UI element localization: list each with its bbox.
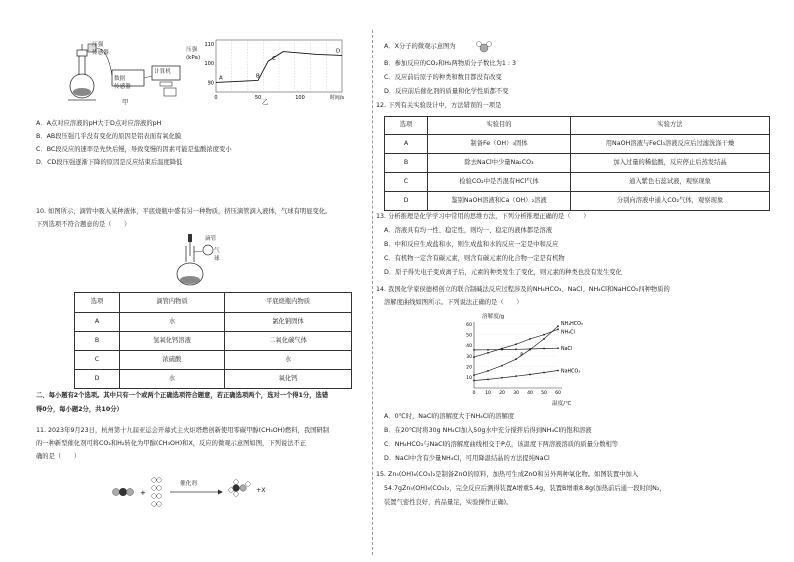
table-cell: 二氧化碳气体 — [225, 332, 352, 351]
table-cell: 氢氧化钙溶液 — [120, 332, 225, 351]
intersection-point-label: P — [520, 353, 524, 359]
header-cell: 实验方法 — [571, 117, 770, 135]
q11-molecule-figure — [110, 472, 350, 512]
table-cell: 氧化钙 — [225, 370, 352, 389]
q15-stem-line3: 装置气密性良好，药品量足，实验操作正确)。 — [384, 499, 513, 506]
q11-option-a: A．X分子的微观示意图为 — [384, 43, 456, 50]
table-cell: D — [75, 370, 120, 389]
q9-option-a: A．A点对应溶液的pH大于D点对应溶液的pH — [36, 120, 162, 127]
data-point — [529, 348, 531, 350]
y-tick-label: 90 — [207, 80, 214, 87]
table-header-row — [385, 117, 770, 135]
q11-stem-line3: 确的是（ ） — [36, 453, 81, 460]
series-label: NaHCO₃ — [561, 369, 581, 375]
data-point — [487, 349, 489, 351]
table-cell: 除去NaCl中少量Na₂CO₃ — [428, 154, 571, 173]
x-tick-label: 60 — [555, 391, 561, 396]
table-cell: 检验CO₂中是否混有HCl气体 — [428, 173, 571, 192]
x-tick-label: 50 — [541, 391, 547, 396]
q13-option-b: B．中和反应生成盐和水，则生成盐和水的反应一定是中和反应 — [384, 241, 559, 248]
header-cell: 实验目的 — [428, 117, 571, 135]
header-cell: 选项 — [75, 293, 120, 313]
data-point — [529, 374, 531, 376]
y-tick-label: 10 — [466, 376, 472, 382]
q11-option-b: B．参加反应的CO₂和H₂两物质分子数比为1 : 3 — [384, 60, 517, 67]
q15-stem-line2: 54.7gZn₅(OH)₆(CO₃)₂，完全反应后测得装置A增重5.4g，装置B增重8.8g(加热前后通一段时间N₂， — [384, 485, 666, 492]
q12-stem: 12. 下列有关实验设计中，方法错误的一项是 — [376, 102, 502, 109]
data-point — [501, 377, 503, 379]
methanol-molecule-icon — [229, 480, 251, 497]
header-cell: 选项 — [385, 117, 428, 135]
table-cell: B — [385, 154, 428, 173]
q14-stem-line2: 溶解度曲线如图所示。下列说法正确的是（ ） — [384, 299, 523, 306]
q10-stem-line1: 10. 如图所示，滴管中吸入某种液体，平底烧瓶中盛有另一种物质，挤压滴管滴入液体，气球有明显变化。 — [36, 208, 332, 215]
dropper-label: 滴管 — [205, 236, 217, 242]
series-line-1 — [474, 329, 558, 357]
y-tick-label: 110 — [204, 41, 214, 48]
data-point — [543, 348, 545, 350]
series-label: NH₄HCO₃ — [561, 322, 583, 328]
q13-option-c: C．有机物一定含有碳元素，则含有碳元素的化合物一定是有机物 — [384, 255, 565, 262]
computer-label: 计算机 — [154, 69, 171, 75]
series-line-0 — [474, 326, 558, 375]
data-point — [515, 343, 517, 345]
header-cell: 滴管内物质 — [120, 293, 225, 313]
data-point — [515, 358, 517, 360]
q14-option-b: B．在20℃时将30g NH₄Cl加入50g水中充分搅拌后得到NH₄Cl的饱和溶液 — [384, 427, 592, 434]
section-2-heading-line1: 二、每小题有2个选项。其中只有一个或两个正确选项符合题意，若正确选项两个，选对一个得1分，选错 — [36, 392, 329, 399]
x-tick-label: 100 — [295, 95, 305, 101]
x-tick-label: 10 — [485, 391, 491, 396]
table-row — [385, 135, 770, 154]
table-cell: 制备Fe（OH）₃固体 — [428, 135, 571, 154]
solubility-chart-xlabel: 温度/℃ — [552, 401, 572, 407]
x-tick-label: 30 — [513, 391, 519, 396]
data-point — [487, 352, 489, 354]
data-point — [501, 349, 503, 351]
q11-option-c: C．反应前后原子的种类和数目都没有改变 — [384, 74, 502, 81]
data-point — [473, 349, 475, 351]
x-tick-label: 40 — [527, 391, 533, 396]
q11-option-d: D．反应前后催化剂的质量和化学性质都不变 — [384, 88, 509, 95]
table-cell: 通入紫色石蕊试液，观察现象 — [571, 173, 770, 192]
table-row — [385, 173, 770, 192]
data-point — [473, 374, 475, 376]
data-point — [487, 370, 489, 372]
series-label: NH₄Cl — [561, 330, 575, 336]
point-label-d: D — [336, 48, 341, 55]
q11-stem-line2: 的一种新型催化剂可将CO₂和H₂转化为甲醇(CH₃OH)和X，反应的微观示意图如图，下列说法不正 — [36, 440, 307, 447]
q12-table — [384, 116, 770, 211]
data-point — [487, 378, 489, 380]
table-cell: A — [75, 313, 120, 332]
q9-option-d: D．CD段压强逐渐下降的原因是反应结束后温度降低 — [36, 159, 183, 166]
table-cell: 鉴别NaOH溶液和Ca（OH）₂溶液 — [428, 192, 571, 211]
data-point — [515, 348, 517, 350]
pressure-sensor-label: 压强 传感器 — [92, 42, 109, 56]
table-cell: B — [75, 332, 120, 351]
data-point — [473, 380, 475, 382]
point-label-a: A — [219, 75, 223, 82]
y-tick-label: 30 — [466, 354, 472, 360]
data-point — [557, 347, 559, 349]
table-row — [385, 192, 770, 211]
table-header-row — [75, 293, 352, 313]
y-tick-label: 100 — [204, 61, 214, 68]
table-cell: D — [385, 192, 428, 211]
table-cell: C — [75, 351, 120, 370]
x-tick-label: 50 — [254, 95, 262, 101]
y-tick-label: 20 — [466, 365, 472, 371]
data-point — [557, 325, 559, 327]
point-label-b: B — [256, 73, 260, 80]
q14-option-d: D．NaCl中含有少量NH₄Cl，可用降温结晶的方法提纯NaCl — [384, 455, 550, 462]
data-point — [557, 370, 559, 372]
header-cell: 平底烧瓶内物质 — [225, 293, 352, 313]
y-tick-label: 50 — [466, 333, 472, 339]
apparatus-diagram-jia — [60, 36, 195, 108]
data-point — [543, 334, 545, 336]
x-axis-label: 时间/s — [329, 95, 344, 101]
solubility-chart-ylabel: 溶解度/g — [482, 314, 505, 320]
x-tick-label: 20 — [499, 391, 505, 396]
table-row — [75, 370, 352, 389]
figure-caption-jia: 甲 — [122, 99, 129, 106]
table-row — [75, 332, 352, 351]
q9-option-c: C．BC段反应的速率是先快后慢，导致变慢的因素可能是盐酸浓度变小 — [36, 146, 232, 153]
y-tick-label: 40 — [466, 344, 472, 350]
q14-stem-line1: 14. 我国化学家侯德榜创立的联合制碱法反应过程涉及的NH₄HCO₃、NaCl、NH₄Cl和NaHCO₃四种物质的 — [376, 286, 670, 293]
table-cell: 用NaOH溶液与FeCl₃溶液反应后过滤洗涤干燥 — [571, 135, 770, 154]
table-cell: A — [385, 135, 428, 154]
x-tick-label: 0 — [214, 95, 218, 101]
data-point — [557, 328, 559, 330]
q14-option-c: C．NH₄HCO₃与NaCl的溶解度曲线相交于P点，该温度下两溶液溶质的质量分数相等 — [384, 441, 619, 448]
y-tick-label: 60 — [466, 322, 472, 328]
table-row — [75, 313, 352, 332]
q13-option-a: A．溶液具有均一性、稳定性，则均一、稳定的液体都是溶液 — [384, 227, 553, 234]
q10-stem-line2: 下列选项不符合题意的是（ ） — [36, 221, 131, 228]
water-molecule-icon — [474, 39, 494, 55]
column-divider — [372, 30, 373, 555]
data-point — [529, 338, 531, 340]
figure-caption-yi: 乙 — [262, 99, 269, 106]
data-point — [515, 375, 517, 377]
table-cell: 水 — [225, 351, 352, 370]
section-2-heading-line2: 得0分，每小题2分，共10分） — [36, 406, 123, 413]
chart-yi-ylabel: 压强 (kPa) — [186, 47, 201, 61]
q10-table — [74, 292, 352, 389]
catalyst-label: 催化剂 — [180, 481, 197, 487]
x-tick-label: 0 — [472, 391, 476, 396]
data-point — [473, 356, 475, 358]
pressure-chart-yi — [198, 36, 358, 108]
table-cell: 分别向溶液中通入CO₂气体，观察现象 — [571, 192, 770, 211]
table-cell: 水 — [120, 313, 225, 332]
q11-stem-line1: 11. 2023年9月23日，杭州第十九届亚运会开幕式主火炬塔燃创新使用零碳甲醇(CH₃OH)燃料，我国研制 — [36, 427, 330, 434]
balloon-label: 气 球 — [214, 248, 220, 262]
plus-x-label: +X — [256, 487, 266, 494]
q13-stem: 13. 分析推理是化学学习中常用的思维方法，下列分析推理正确的是（ ） — [376, 213, 590, 220]
table-cell: C — [385, 173, 428, 192]
plot-frame — [216, 40, 342, 92]
table-row — [385, 154, 770, 173]
co2-molecule-icon — [113, 488, 134, 496]
point-label-c: C — [272, 56, 276, 63]
h2-molecules-icon — [152, 478, 162, 507]
solubility-chart — [458, 320, 618, 405]
q9-option-b: B．AB段压强几乎没有变化的原因是铝表面有氧化膜 — [36, 133, 182, 140]
data-point — [543, 372, 545, 374]
table-row — [75, 351, 352, 370]
q13-option-d: D．原子得失电子变成离子后，元素的种类发生了变化，则元素的种类也没有发生变化 — [384, 269, 622, 276]
svg-text:+: + — [140, 489, 146, 497]
data-sensor-label: 数据 传感器 — [114, 76, 131, 90]
table-cell: 加入过量的稀盐酸，反应停止后蒸发结晶 — [571, 154, 770, 173]
q15-stem-line1: 15. Zn₅(OH)₆(CO₃)₂是制备ZnO的原料，加热可生成ZnO和另外两种氧化物。如图装置中加入 — [376, 471, 639, 478]
data-point — [543, 338, 545, 340]
series-label: NaCl — [561, 347, 573, 353]
table-cell: 水 — [120, 370, 225, 389]
table-cell: 浓硫酸 — [120, 351, 225, 370]
table-cell: 氯化钠固体 — [225, 313, 352, 332]
q14-option-a: A．0℃时，NaCl的溶解度大于NH₄Cl的溶解度 — [384, 413, 515, 420]
data-point — [501, 365, 503, 367]
